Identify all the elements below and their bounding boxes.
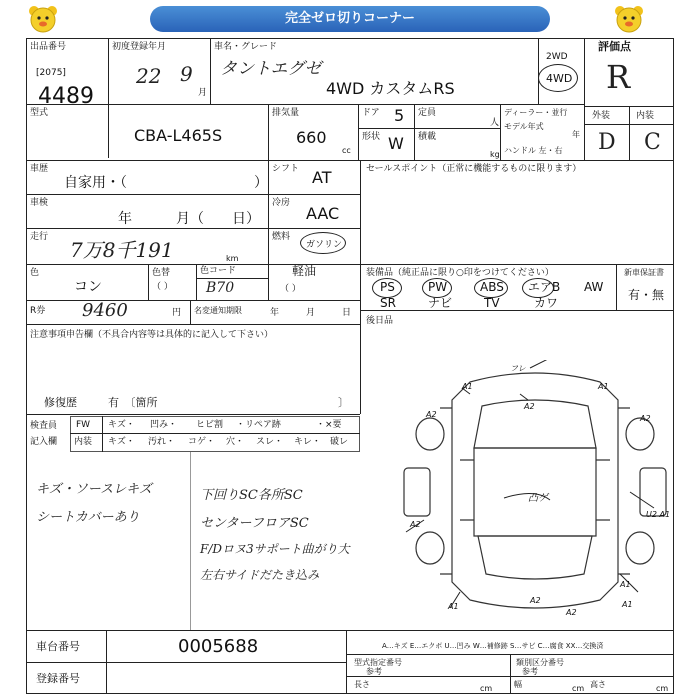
- reg-label: 初度登録年月: [112, 42, 167, 52]
- record-label: 記入欄: [30, 437, 58, 447]
- equip-airbag: エアB: [528, 280, 561, 294]
- fuel-gasoline: ガソリン: [306, 240, 343, 250]
- lot-sub: [2075]: [36, 68, 66, 78]
- fuel-label: 燃料: [272, 232, 291, 242]
- history-close: ）: [254, 175, 268, 191]
- diagram-mark-9: U2 A1: [646, 510, 671, 519]
- diagram-mark-7: 凸ゲ: [528, 493, 548, 504]
- diagram-mark-4: A1: [598, 382, 609, 391]
- name-change-month: 月: [306, 308, 316, 318]
- history-label: 車歴: [30, 164, 49, 174]
- diagram-mark-10: A1: [448, 602, 459, 611]
- r-ticket-value: 9460: [82, 300, 128, 321]
- circle-airbag: [522, 278, 554, 298]
- note-line-3: 下回りSC各所SC: [200, 488, 303, 503]
- history-value: 自家用・（: [64, 175, 127, 191]
- class-number-ref: 参考: [522, 667, 538, 676]
- diagram-mark-3: A2: [524, 402, 535, 411]
- length-unit: cm: [480, 684, 493, 693]
- displacement-unit: cc: [342, 146, 351, 155]
- equipment-label: 装備品（純正品に限り○印をつけてください）: [366, 268, 554, 278]
- notes-label: 注意事項申告欄（不具合内容等は具体的に記入して下さい）: [30, 330, 274, 340]
- note-line-2: シートカバーあり: [36, 510, 140, 525]
- legend-r2-koge: コゲ・: [188, 437, 216, 447]
- displacement-value: 660: [296, 128, 327, 147]
- type-value: CBA-L465S: [134, 126, 223, 145]
- drive-label: 2WD: [546, 52, 568, 62]
- reg-month-unit: 月: [198, 88, 208, 98]
- sales-point-label: セールスポイント（正常に機能するものに限ります）: [366, 164, 582, 174]
- diagram-mark-5: A2: [426, 410, 437, 419]
- equip-pw: PW: [428, 280, 448, 294]
- legend-r2-sure: スレ・: [256, 437, 284, 447]
- equip-ps: PS: [380, 280, 395, 294]
- diagram-mark-8: A2: [410, 520, 421, 529]
- note-line-1: キズ・ソースレキズ: [36, 482, 152, 497]
- model-name: タントエグゼ: [220, 59, 322, 79]
- capacity-label: 定員: [418, 108, 437, 118]
- inspection-month: 月（: [176, 211, 204, 227]
- diagram-mark-12: A1: [620, 580, 631, 589]
- legend-r2-yogore: 汚れ・: [148, 437, 176, 447]
- page-title: 完全ゼロ切りコーナー: [150, 6, 550, 32]
- shift-label: シフト: [272, 164, 300, 174]
- legend-r1-hekomi: 凹み・: [150, 420, 178, 430]
- legend-r2-ana: 穴・: [226, 437, 245, 447]
- name-change-year: 年: [270, 308, 280, 318]
- circle-abs: [474, 278, 508, 298]
- load-unit: kg: [490, 150, 500, 159]
- equip-tv: TV: [484, 296, 500, 310]
- mileage-label: 走行: [30, 232, 49, 242]
- fuel-diesel: 軽油: [292, 264, 317, 278]
- equip-abs: ABS: [480, 280, 504, 294]
- width-label: 幅: [514, 680, 522, 689]
- handle-label: ハンドル 左・右: [504, 146, 563, 155]
- r-ticket-label: R券: [30, 306, 46, 316]
- width-unit: cm: [572, 684, 585, 693]
- legend-r2-kire: キレ・: [294, 437, 321, 447]
- name-change-day: 日: [342, 308, 352, 318]
- diagram-mark-6: A2: [640, 414, 651, 423]
- color-value: コン: [74, 279, 102, 295]
- legend-r1-need: ・×要: [316, 420, 342, 430]
- repair-close: 〕: [338, 396, 349, 409]
- registration-label: 登録番号: [36, 672, 80, 685]
- later-items-label: 後日品: [366, 316, 394, 326]
- doors-shape-label: 形状: [362, 132, 381, 142]
- legend-r1-hibi: ヒビ割: [196, 420, 224, 430]
- height-unit: cm: [656, 684, 669, 693]
- diagram-mark-2: A1: [462, 382, 473, 391]
- color-change-label: 色替: [152, 268, 171, 278]
- model-year-label: モデル年式: [504, 122, 544, 131]
- model-grade: 4WD カスタムRS: [326, 79, 455, 98]
- color-change-paren: （ ）: [152, 282, 173, 292]
- drive-value: 4WD: [546, 72, 573, 85]
- mascot-left-icon: [26, 4, 60, 34]
- inspection-label: 車検: [30, 198, 49, 208]
- legend-r1-repair: ・リペア跡: [236, 420, 281, 430]
- grade-ext: D: [598, 130, 616, 155]
- inspect-label: 検査員: [30, 421, 58, 431]
- legend-r1-kizu: キズ・: [108, 420, 135, 430]
- model-label: 車名・グレード: [214, 42, 278, 52]
- note-line-4: センターフロアSC: [200, 516, 309, 531]
- r-ticket-unit: 円: [172, 308, 182, 318]
- grade-label: 評価点: [598, 40, 631, 53]
- doors-label: ドア: [362, 108, 380, 118]
- displacement-label: 排気量: [272, 108, 300, 118]
- legend-fw: FW: [76, 420, 91, 430]
- repair-label: 修復歴: [44, 396, 77, 409]
- class-number-label: 類別区分番号: [516, 658, 564, 667]
- inspection-day: 日）: [232, 211, 260, 227]
- model-year-unit: 年: [572, 130, 580, 139]
- circle-pw: [422, 278, 452, 298]
- lot-label: 出品番号: [30, 42, 67, 52]
- diagram-mark-11: A2: [530, 596, 541, 605]
- lot-number: 4489: [38, 84, 94, 109]
- capacity-unit: 人: [490, 118, 500, 128]
- length-label: 長さ: [354, 680, 370, 689]
- color-code: B70: [206, 280, 235, 296]
- equip-aw: AW: [584, 280, 604, 294]
- warranty-label: 新車保証書: [624, 268, 664, 277]
- doors-value: 5: [394, 106, 405, 125]
- name-change-label: 名変通知期限: [194, 306, 242, 315]
- diagram-mark-14: A1: [622, 600, 633, 609]
- dealer-label: ディーラー・並行: [504, 108, 568, 117]
- ac-label: 冷房: [272, 198, 291, 208]
- doors-shape: W: [388, 134, 404, 153]
- color-code-label: 色コード: [200, 266, 237, 276]
- code-legend: A…キズ E…エクボ U…凹み W…補修跡 S…サビ C…腐食 XX…交換済: [382, 642, 604, 650]
- mileage-value: 7万8千191: [70, 238, 174, 262]
- grade-ext-label: 外装: [592, 111, 611, 121]
- height-label: 高さ: [590, 680, 606, 689]
- legend-interior: 内装: [74, 437, 93, 447]
- note-line-6: 左右サイドだたき込み: [200, 568, 320, 582]
- legend-r2-yabure: 破レ: [330, 437, 349, 447]
- load-label: 積載: [418, 132, 437, 142]
- repair-value: 有 〔箇所: [108, 396, 158, 409]
- fuel-paren: （ ）: [280, 284, 301, 294]
- reg-year: 22: [136, 64, 162, 88]
- grade-int: C: [644, 130, 661, 155]
- warranty-value: 有・無: [628, 288, 665, 302]
- inspection-year: 年: [118, 211, 132, 227]
- circle-ps: [372, 278, 402, 298]
- grade-int-label: 内装: [636, 111, 655, 121]
- chassis-label: 車台番号: [36, 640, 80, 653]
- ac-value: AAC: [306, 204, 340, 223]
- equip-sr: SR: [380, 296, 396, 310]
- note-line-5: F/Dロヌ3サポート曲がり大: [200, 542, 350, 556]
- reg-month: 9: [180, 62, 193, 86]
- grade-score: R: [606, 58, 631, 96]
- type-label: 型式: [30, 108, 49, 118]
- diagram-mark-1: フレ: [510, 364, 526, 373]
- equip-leather: カワ: [534, 296, 559, 310]
- legend-r2-kizu: キズ・: [108, 437, 135, 447]
- chassis-value: 0005688: [178, 636, 259, 657]
- mascot-right-icon: [612, 4, 646, 34]
- shift-value: AT: [312, 168, 332, 187]
- model-designation-ref: 参考: [366, 667, 382, 676]
- equip-navi: ナビ: [428, 296, 453, 310]
- mileage-unit: km: [226, 254, 239, 263]
- diagram-mark-13: A2: [566, 608, 577, 617]
- color-label: 色: [30, 268, 40, 278]
- model-designation-label: 型式指定番号: [354, 658, 402, 667]
